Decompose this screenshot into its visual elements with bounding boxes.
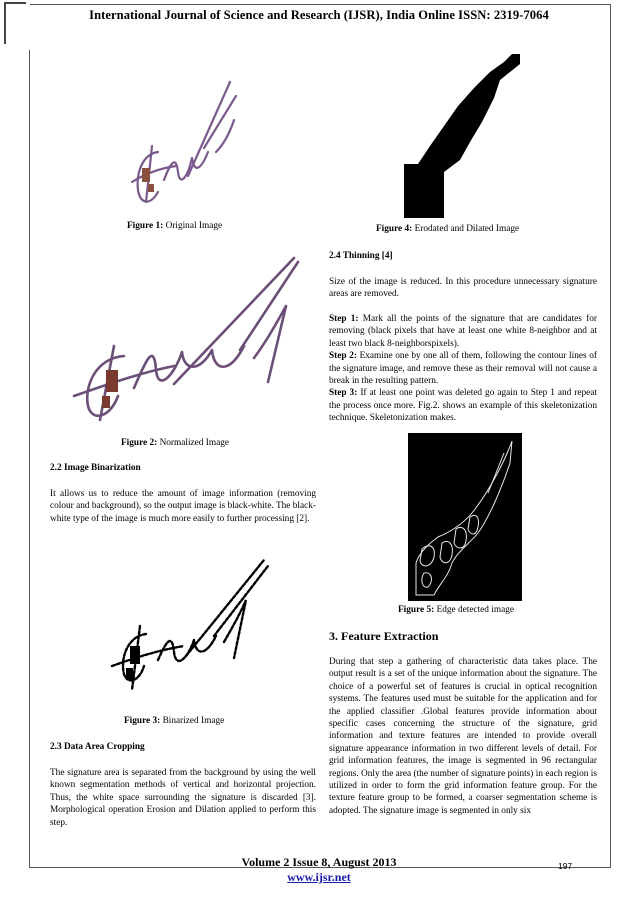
section-2-3-text: The signature area is separated from the background by using the well known segmentation methods of vertical and horizontal projection. Thus, the white space surrounding the signature is discarded [3]. Morphological operation Erosion and Dilation applied to perform this step.: [50, 768, 316, 828]
thinning-steps: [329, 313, 597, 425]
step-1: Step 1: Mark all the points of the signature that are candidates for removing (black pixels that have at least one white 8-neighbor and at least two black 8-neighborspixels).: [329, 314, 597, 349]
journal-header: International Journal of Science and Research (IJSR), India Online ISSN: 2319-7064: [89, 8, 549, 22]
figure-2-signature-image: [54, 246, 304, 426]
figure-4-eroded-dilated-image: [404, 54, 520, 218]
section-2-4-text: Size of the image is reduced. In this procedure unnecessary signature areas are removed.: [329, 277, 597, 300]
section-2-2-heading: 2.2 Image Binarization: [50, 463, 141, 473]
step-3: Step 3: If at least one point was deleted go again to Step 1 and repeat the process once more. Fig.2. shows an example of this skeletonization technique. Skeletonization makes.: [329, 388, 597, 424]
figure-3-binarized-image: [100, 556, 275, 696]
footer-volume: Volume 2 Issue 8, August 2013: [241, 855, 397, 869]
section-2-4-heading: 2.4 Thinning [4]: [329, 251, 393, 261]
figure-1-signature-image: [118, 72, 248, 212]
section-3-text: During that step a gathering of characteristic data takes place. The output result is a set of the unique information about the signature. The choice of a powerful set of features is crucial in optical recognition systems. The features used must be suitable for the application and for the applied classifier .Global features provide information about specific cases concerning the structure of the signature, grid information and texture features are intended to provide overall signature appearance information in two different levels of detail. For grid information features, the image is segmented in 96 rectangular regions. Only the area (the number of signature points) in each region is utilized in order to form the grid information feature group. For the texture feature group to be formed, a coarser segmentation scheme is adopted. The signature image is segmented in only six: [329, 657, 597, 816]
figure-1-caption: Figure 1: Original Image: [127, 221, 223, 231]
footer-website-link[interactable]: www.ijsr.net: [287, 870, 351, 884]
section-2-2-text: It allows us to reduce the amount of image information (removing colour and background), so the output image is black-white. The black-white type of the image is much more easily to further processing [2].: [50, 489, 316, 524]
figure-4-caption: Figure 4: Erodated and Dilated Image: [376, 224, 520, 234]
figure-2-caption: Figure 2: Normalized Image: [121, 438, 229, 448]
figure-5-caption: Figure 5: Edge detected image: [398, 605, 514, 615]
section-2-3-heading: 2.3 Data Area Cropping: [50, 742, 145, 752]
section-3-heading: 3. Feature Extraction: [329, 629, 439, 643]
figure-3-caption: Figure 3: Binarized Image: [124, 716, 225, 726]
figure-5-edge-detected-image: [408, 433, 522, 601]
step-2: Step 2: Examine one by one all of them, following the contour lines of the signature image, and remove these as their removal will not cause a break in the resulting pattern.: [329, 351, 597, 387]
page-number: 197: [558, 861, 573, 871]
